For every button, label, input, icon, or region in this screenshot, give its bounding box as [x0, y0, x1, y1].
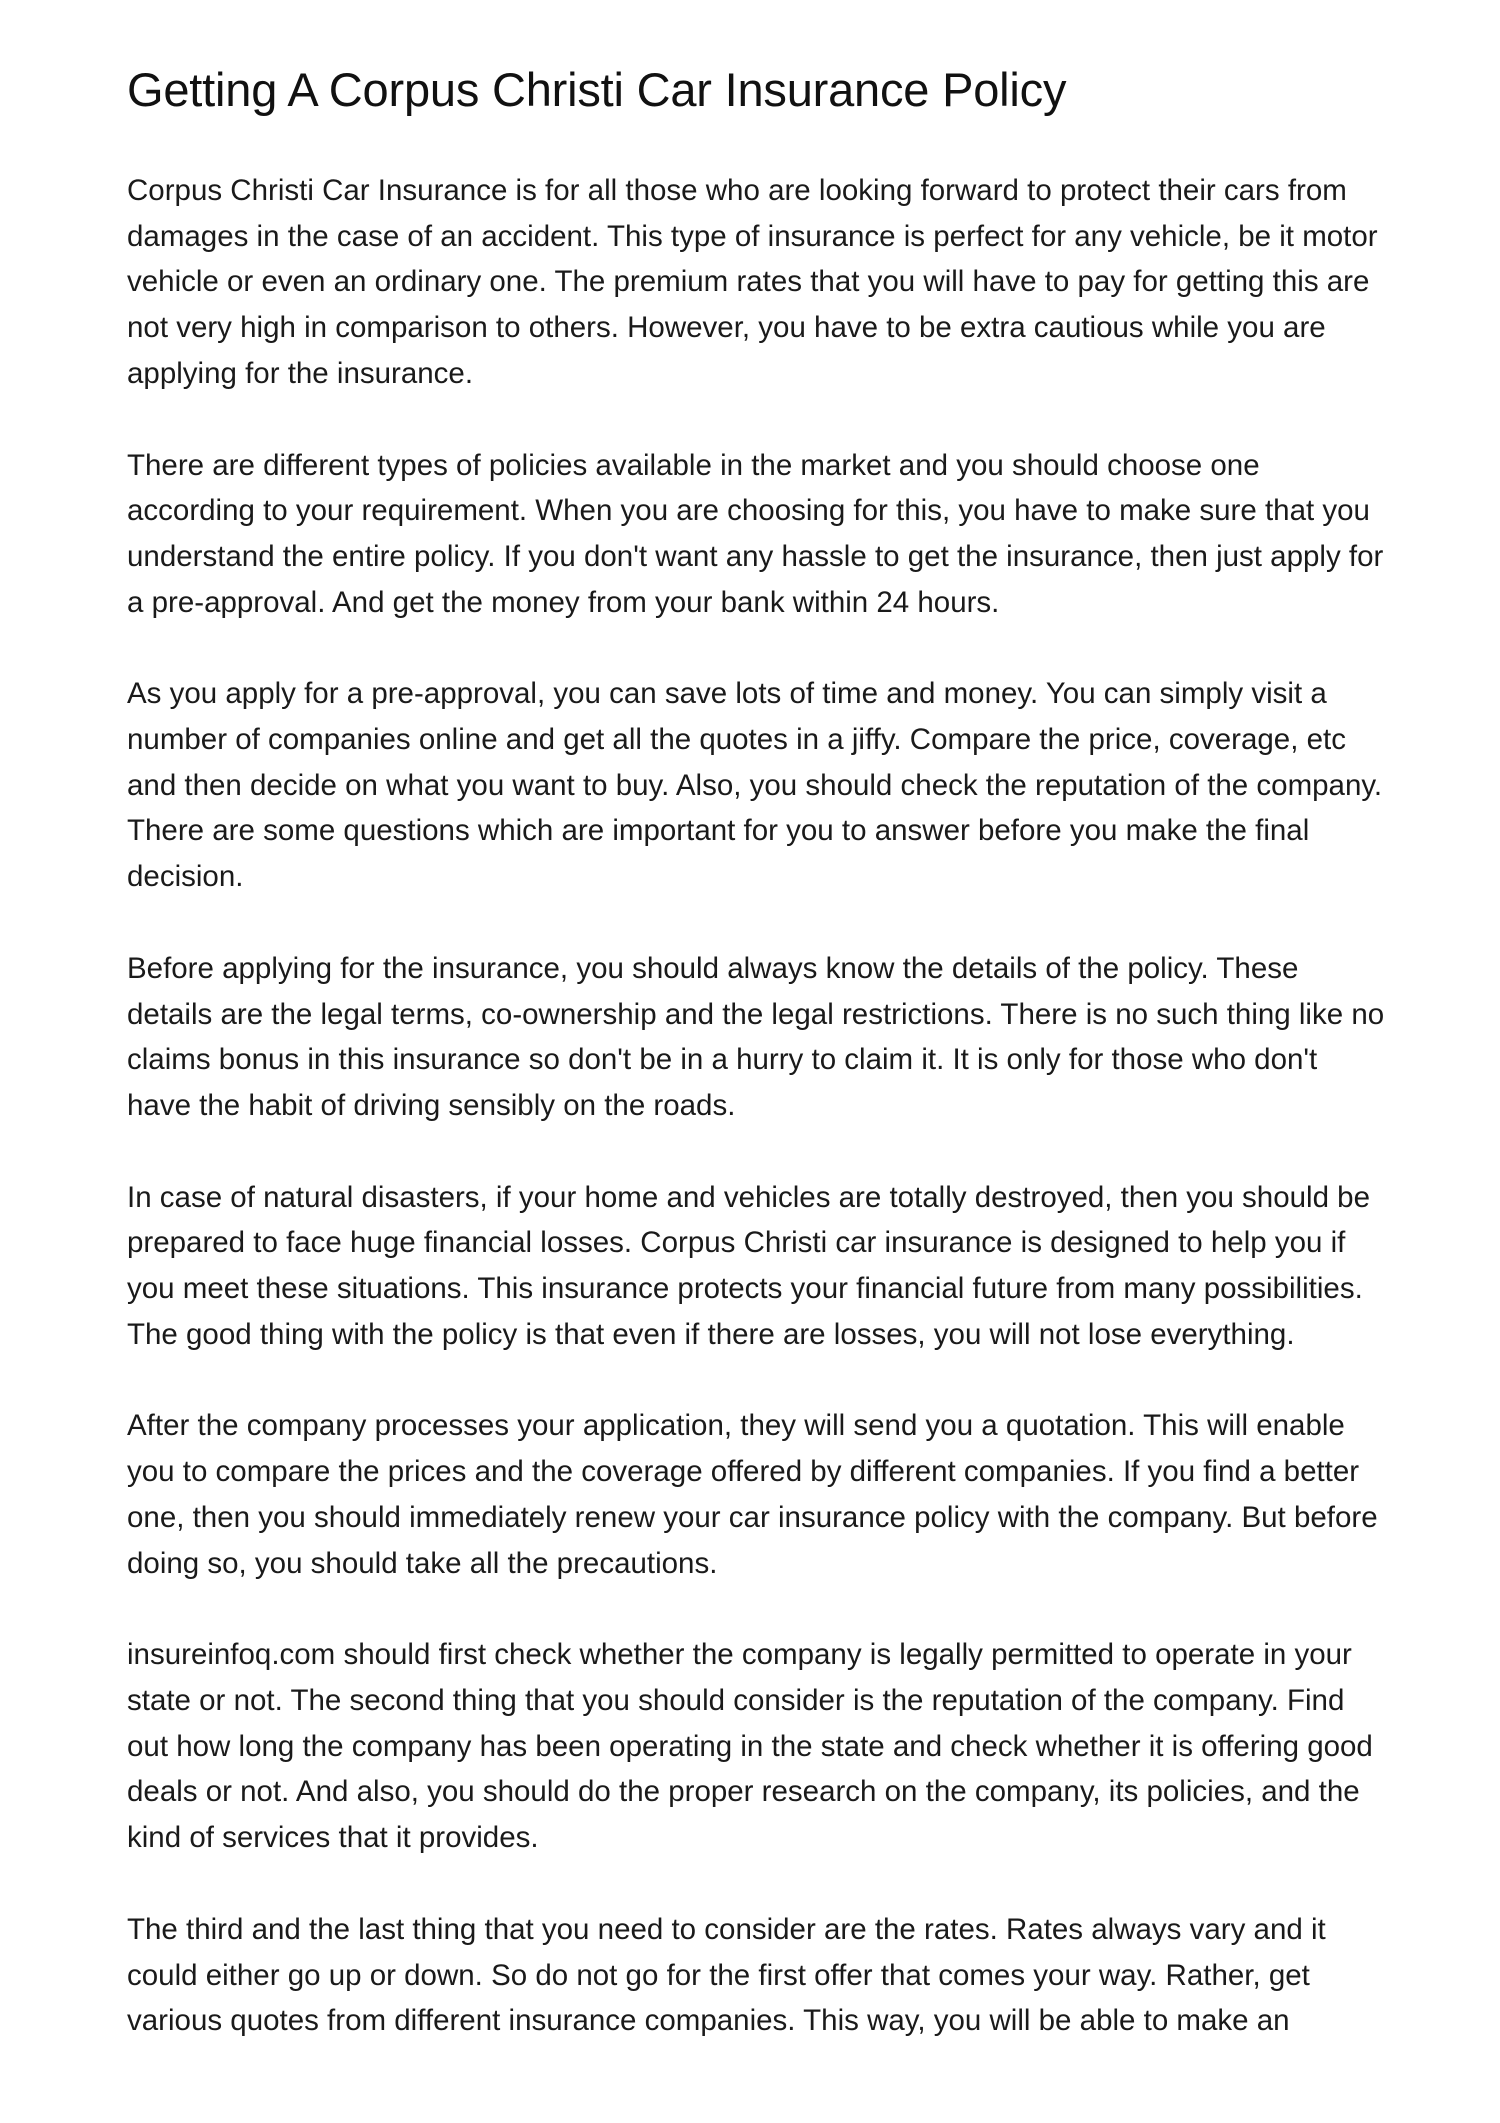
paragraph-2: There are different types of policies available in the market and you should choose one according to your requirement. When you are choosing for this, you have to make sure that you understand the entire policy. If you don't want any hassle to get the insurance, then just apply for a pre-approval. And get the money from your bank within 24 hours. [127, 448, 1384, 619]
article-body [127, 168, 1387, 2090]
paragraph-7: insureinfoq.com should first check whether the company is legally permitted to operate in your state or not. The second thing that you should consider is the reputation of the company. Find out how long the company has been operating in the state and check whether it is offering good deals or not. And also, you should do the proper research on the company, its policies, and the kind of services that it provides. [127, 1638, 1373, 1855]
page-title: Getting A Corpus Christi Car Insurance Policy [127, 63, 1067, 116]
paragraph-8: The third and the last thing that you need to consider are the rates. Rates always vary and it could either go up or down. So do not go for the first offer that comes your way. Rather, get various quotes from different insurance companies. This way, you will be able to make an [127, 1912, 1326, 2038]
paragraph-4: Before applying for the insurance, you should always know the details of the policy. These details are the legal terms, co-ownership and the legal restrictions. There is no such thing like no claims bonus in this insurance so don't be in a hurry to claim it. It is only for those who don't have the habit of driving sensibly on the roads. [127, 951, 1385, 1122]
paragraph-5: In case of natural disasters, if your home and vehicles are totally destroyed, then you should be prepared to face huge financial losses. Corpus Christi car insurance is designed to help you if you meet these situations. This insurance protects your financial future from many possibilities. The good thing with the policy is that even if there are losses, you will not lose everything. [127, 1180, 1370, 1351]
paragraph-1: Corpus Christi Car Insurance is for all those who are looking forward to protect their cars from damages in the case of an accident. This type of insurance is perfect for any vehicle, be it motor vehicle or even an ordinary one. The premium rates that you will have to pay for getting this are not very high in comparison to others. However, you have to be extra cautious while you are applying for the insurance. [127, 174, 1378, 390]
paragraph-3: As you apply for a pre-approval, you can save lots of time and money. You can simply visit a number of companies online and get all the quotes in a jiffy. Compare the price, coverage, etc and then decide on what you want to buy. Also, you should check the reputation of the company. There are some questions which are important for you to answer before you make the final decision. [127, 677, 1383, 894]
paragraph-6: After the company processes your application, they will send you a quotation. This will enable you to compare the prices and the coverage offered by different companies. If you find a better one, then you should immediately renew your car insurance policy with the company. But before doing so, you should take all the precautions. [127, 1409, 1378, 1580]
